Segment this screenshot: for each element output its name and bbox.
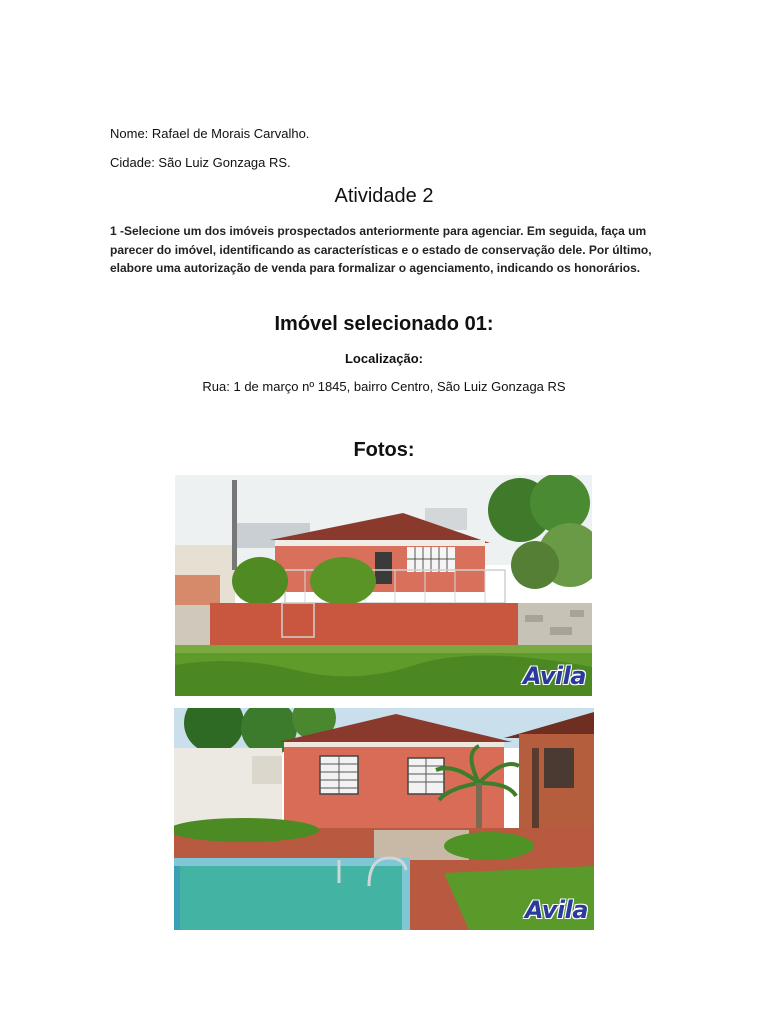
photos-heading: Fotos: bbox=[353, 439, 415, 461]
watermark-logo: Avila bbox=[524, 896, 588, 924]
house-front-photo bbox=[175, 475, 592, 696]
property-heading: Imóvel selecionado 01: bbox=[274, 313, 494, 335]
watermark-logo: Avila bbox=[522, 662, 586, 690]
activity-instructions: 1 -Selecione um dos imóveis prospectados anteriormente para agenciar. Em seguida, faça um parecer do imóvel, identificando as características e o estado de conservação dele. Por último, elabore uma autorização de venda para formalizar o agenciamento, indicando os honorários. bbox=[110, 224, 652, 275]
city-line: Cidade: São Luiz Gonzaga RS. bbox=[110, 155, 291, 170]
activity-title: Atividade 2 bbox=[334, 185, 434, 207]
author-name: Nome: Rafael de Morais Carvalho. bbox=[110, 126, 310, 141]
location-label: Localização: bbox=[344, 351, 424, 366]
house-backyard-photo bbox=[174, 708, 594, 930]
property-address: Rua: 1 de março nº 1845, bairro Centro, São Luiz Gonzaga RS bbox=[202, 379, 566, 394]
